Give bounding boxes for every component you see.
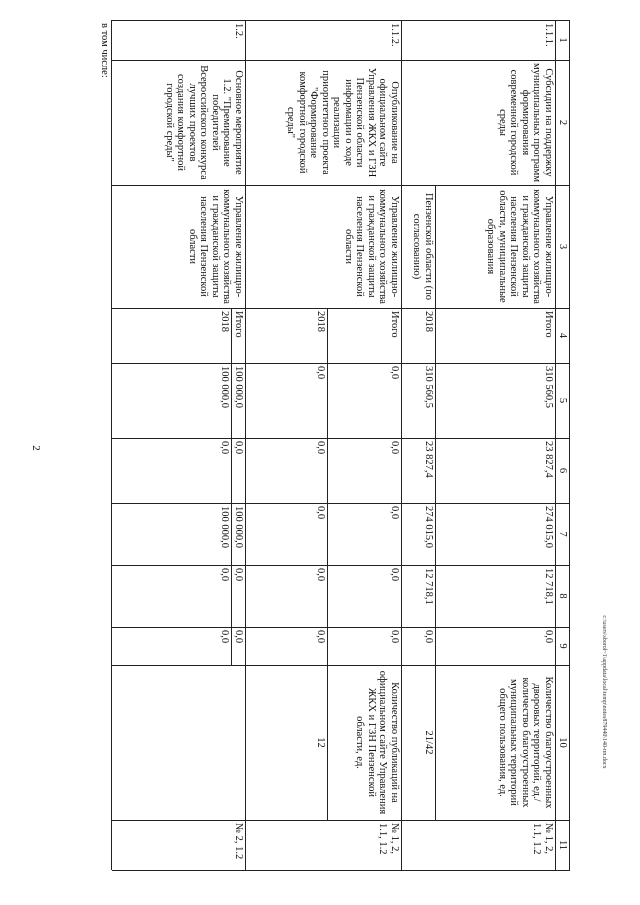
- header-col-10: 10: [557, 737, 568, 748]
- grid-line: [112, 438, 570, 439]
- row3-total-c9: 0,0: [233, 630, 244, 644]
- row2-year-c9: 0,0: [315, 630, 326, 644]
- row1-name: Субсидии на поддержку муниципальных программ формирования современной городской среды: [497, 63, 554, 182]
- grid-line: [112, 60, 570, 61]
- header-col-7: 7: [557, 531, 568, 537]
- row2-number: 1.1.2.: [389, 23, 400, 47]
- grid-line: [231, 308, 232, 665]
- row3-year-c5: 100 000,0: [219, 366, 230, 408]
- row3-reference: № 2, 1.2: [233, 823, 244, 860]
- grid-line: [112, 820, 570, 821]
- row3-year-c8: 0,0: [219, 568, 230, 582]
- grid-line: [111, 20, 112, 870]
- row2-year-c6: 0,0: [315, 441, 326, 455]
- row2-total-c7: 0,0: [389, 506, 400, 520]
- row2-executor: Управление жилищно-коммунального хозяйства и гражданской защиты населения Пензенской области: [343, 189, 400, 304]
- header-col-11: 11: [557, 839, 568, 851]
- row3-year-c9: 0,0: [219, 630, 230, 644]
- grid-line: [112, 665, 570, 666]
- row2-year-c7: 0,0: [315, 506, 326, 520]
- row2-total-c8: 0,0: [389, 568, 400, 582]
- row2-reference: № 1, 2, 1.1, 1.2: [377, 823, 400, 855]
- row2-total-c6: 0,0: [389, 441, 400, 455]
- row1-executor-cont: Пензенской области (по согласованию): [411, 192, 434, 301]
- row3-total-c8: 0,0: [233, 568, 244, 582]
- row3-total-c7: 100 000,0: [233, 506, 244, 548]
- grid-line: [555, 20, 556, 870]
- row2-total-c9: 0,0: [389, 630, 400, 644]
- grid-line: [112, 503, 570, 504]
- grid-line: [112, 870, 570, 871]
- row2-year-c8: 0,0: [315, 568, 326, 582]
- row1-total-c6: 23 827,4: [543, 441, 554, 478]
- row1-year-c6: 23 827,4: [423, 441, 434, 478]
- row3-number: 1.2.: [233, 23, 244, 39]
- footer-path: c:\users\sborol~1\appdata\local\temp\notes879440\140-пп.docx: [601, 615, 607, 769]
- row1-total-label: Итого: [543, 311, 554, 338]
- row3-name: Основное мероприятие 1.2. "Премирование победителей Всероссийского конкурса лучших проектов создания комфортной городской среды": [164, 65, 244, 180]
- row1-total-c9: 0,0: [543, 630, 554, 644]
- header-col-3: 3: [557, 243, 568, 250]
- row1-reference: № 1, 2, 1.1, 1.2: [531, 823, 554, 855]
- grid-line: [435, 185, 436, 820]
- grid-line: [245, 20, 246, 870]
- grid-line: [112, 20, 570, 21]
- grid-line: [112, 185, 570, 186]
- header-col-9: 9: [557, 643, 568, 649]
- row2-year-c5: 0,0: [315, 366, 326, 380]
- header-col-8: 8: [557, 593, 568, 599]
- row2-name: Опубликование на официальном сайте Управления ЖКХ и ГЗН Пензенской области информации о ходе реализации приоритетного проекта "Формирование комфортной городской среды": [285, 67, 400, 178]
- row2-total-c5: 0,0: [389, 366, 400, 380]
- grid-line: [401, 20, 402, 870]
- header-col-2: 2: [557, 119, 568, 126]
- row3-total-c6: 0,0: [233, 441, 244, 455]
- row1-total-c5: 310 560,5: [543, 366, 554, 408]
- grid-line: [327, 308, 328, 820]
- row1-year-c7: 274 015,0: [423, 506, 434, 548]
- grid-line: [112, 627, 570, 628]
- row3-year-c7: 100 000,0: [219, 506, 230, 548]
- row1-total-c8: 12 718,1: [543, 568, 554, 605]
- row1-year-c9: 0,0: [423, 630, 434, 644]
- row2-year-label: 2018: [315, 311, 326, 332]
- row2-indicator: Количество публикаций на официальном сайте Управления ЖКХ и ГЗН Пензенской области, ед.: [354, 670, 400, 815]
- row3-year-c6: 0,0: [219, 441, 230, 455]
- header-col-5: 5: [557, 397, 568, 404]
- row1-number: 1.1.1.: [543, 23, 554, 47]
- grid-line: [112, 565, 570, 566]
- header-col-1: 1: [557, 37, 568, 43]
- row3-total-c5: 100 000,0: [233, 366, 244, 408]
- row1-year-label: 2018: [423, 311, 434, 332]
- row3-year-label: 2018: [219, 311, 230, 332]
- page-number: 2: [30, 445, 42, 451]
- subtotal-label: в том числе:: [99, 23, 110, 78]
- measures-table: [100, 20, 570, 905]
- row2-total-label: Итого: [389, 311, 400, 338]
- grid-line: [112, 363, 570, 364]
- row1-indicator: Количество благоустроенных дворовых территорий, ед./количество благоустроенных муниципальных территорий общего пользования, ед.: [497, 676, 554, 809]
- row3-total-label: Итого: [233, 311, 244, 338]
- grid-line: [569, 20, 570, 870]
- header-col-4: 4: [557, 332, 568, 339]
- row1-indicator-value: 21/42: [423, 730, 434, 755]
- row2-indicator-value: 12: [315, 737, 326, 748]
- row1-executor: Управление жилищно-коммунального хозяйства и гражданской защиты населения Пензенской области, муниципальные образования: [485, 189, 554, 304]
- grid-line: [112, 308, 570, 309]
- header-col-6: 6: [557, 467, 568, 474]
- row1-year-c8: 12 718,1: [423, 568, 434, 605]
- row1-total-c7: 274 015,0: [543, 506, 554, 548]
- row3-executor: Управление жилищно-коммунального хозяйства и гражданской защиты населения Пензенской области: [187, 189, 244, 304]
- table-rotated-frame: [100, 20, 640, 905]
- row1-year-c5: 310 560,5: [423, 366, 434, 408]
